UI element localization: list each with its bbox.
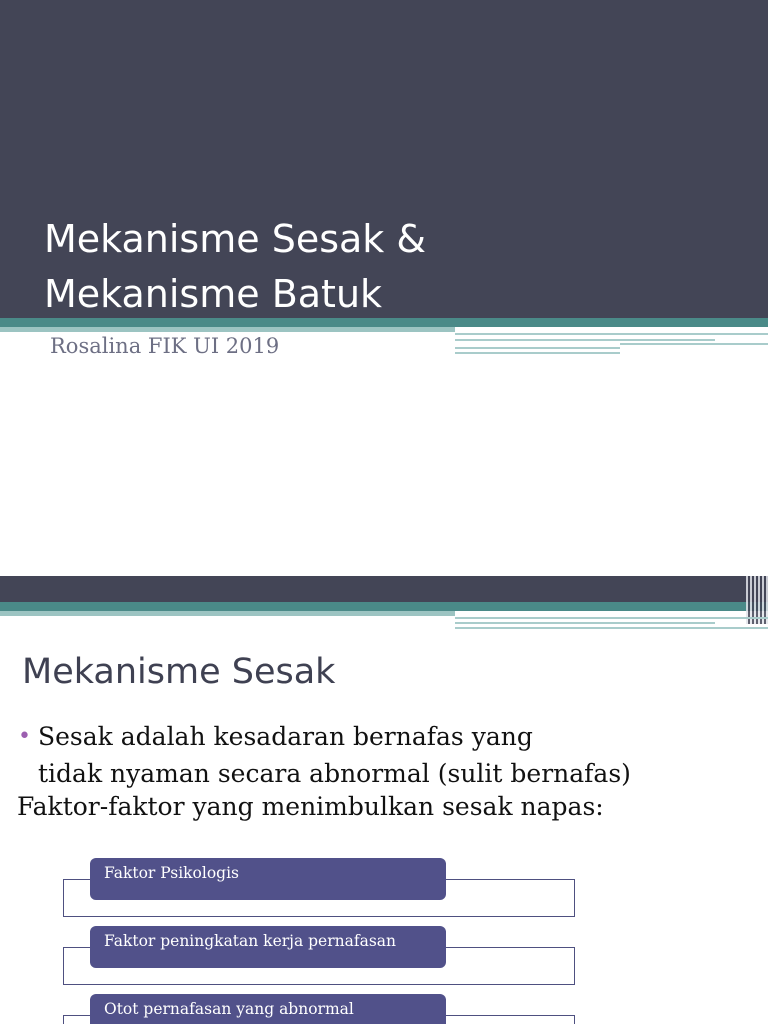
slide-title [44,212,644,322]
slide-title-line-2: Mekanisme Batuk [44,272,383,316]
teal-light-band [0,611,455,616]
decorative-stripe [455,347,620,349]
decorative-stripe [455,339,715,341]
factors-intro: Faktor-faktor yang menimbulkan sesak napas: [17,792,604,821]
section-title: Mekanisme Sesak [22,652,336,692]
bullet-text-line-1: Sesak adalah kesadaran bernafas yang [38,722,533,751]
bullet-text [18,718,758,792]
decorative-stripe [455,617,768,619]
bullet-item [18,718,758,792]
decorative-stripe [620,343,768,345]
factor-box: Otot pernafasan yang abnormal [90,994,446,1024]
factor-box: Faktor Psikologis [90,858,446,900]
decorative-stripe [455,622,715,624]
teal-light-band [0,327,455,332]
decorative-stripe [455,627,768,629]
bullet-text-line-2: tidak nyaman secara abnormal (sulit bernafas) [38,759,631,788]
slide-title-line-1: Mekanisme Sesak & [44,217,427,261]
content-slide [0,576,768,1024]
slide-subtitle: Rosalina FIK UI 2019 [50,334,280,358]
factor-box: Faktor peningkatan kerja pernafasan [90,926,446,968]
decorative-stripe [455,352,620,354]
bullet-icon: • [18,724,31,749]
teal-band [0,602,768,611]
header-band [0,576,768,602]
decorative-stripe [455,333,768,335]
